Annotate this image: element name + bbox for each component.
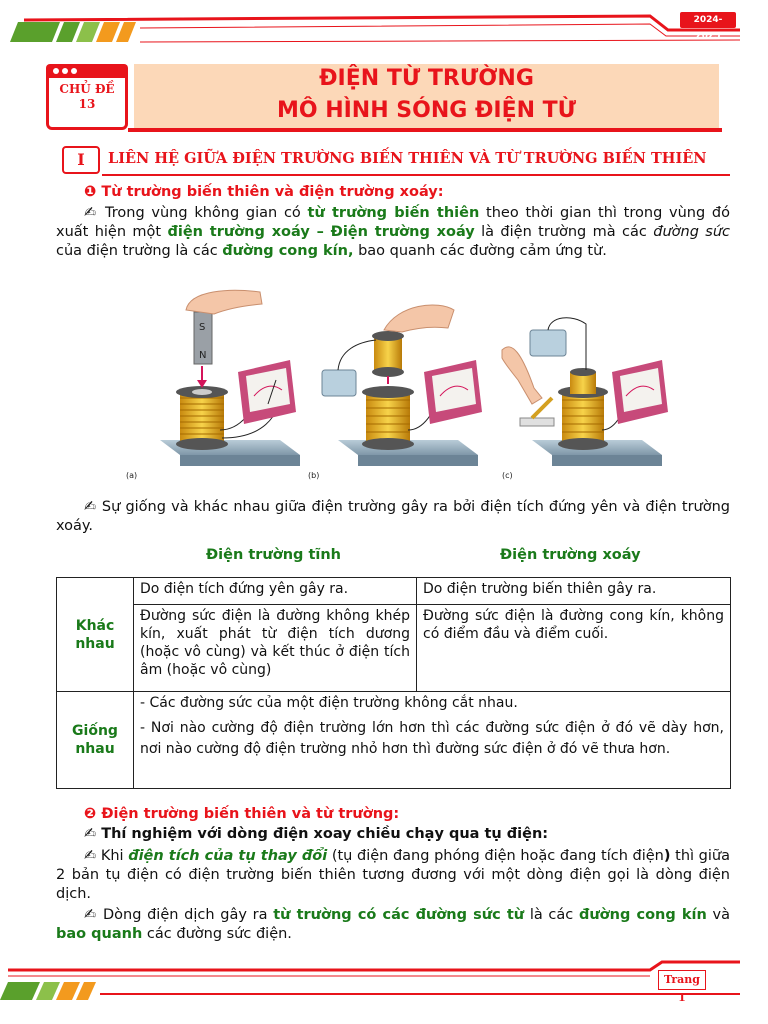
- topic-number: 13: [78, 97, 96, 111]
- table-row: [57, 578, 731, 605]
- text-run: bao quanh các đường cảm ứng từ.: [353, 243, 607, 259]
- page-title-line-1: ĐIỆN TỪ TRƯỜNG: [319, 66, 534, 91]
- figure-label-b: (b): [308, 471, 320, 480]
- part2-paragraph-1: [56, 847, 730, 904]
- similarity-1: - Các đường sức của một điện trường không cắt nhau.: [140, 695, 518, 711]
- topic-label: [46, 82, 128, 112]
- similarity-2: - Nơi nào cường độ điện trường lớn hơn thì các đường sức điện ở đó vẽ dày hơn, nơi nào cường độ điện trường nhỏ hơn thì đường sức điện ở đó vẽ thưa hơn.: [140, 720, 724, 757]
- row-header-differences: Khác nhau: [57, 578, 134, 692]
- highlight-text: bao quanh: [56, 926, 143, 942]
- column-header-vortex: Điện trường xoáy: [500, 547, 641, 563]
- italic-text: đường sức: [653, 224, 730, 240]
- window-dots-icon: [52, 67, 86, 75]
- table-row: [57, 605, 731, 692]
- topic-label-line-1: CHỦ ĐỀ: [59, 82, 115, 96]
- table-cell: Do điện tích đứng yên gây ra.: [134, 578, 417, 605]
- figure-panel-b: [308, 305, 482, 480]
- text-run: theo thời gian thì trong vùng đó xuất hiện một: [56, 205, 730, 240]
- text-run: của điện trường là các: [56, 243, 223, 259]
- highlight-text: từ trường có các đường sức từ: [273, 907, 525, 923]
- comparison-table: [56, 577, 731, 789]
- header-decoration: [0, 0, 768, 60]
- figure-label-a: (a): [126, 471, 138, 480]
- table-row: [57, 692, 731, 789]
- magnet-south-label: S: [199, 322, 206, 333]
- column-header-static: Điện trường tĩnh: [206, 547, 341, 563]
- figure-label-c: (c): [502, 471, 513, 480]
- highlight-text: điện tích của tụ thay đổi: [128, 848, 328, 864]
- part2-heading: ❷ Điện trường biến thiên và từ trường:: [84, 806, 400, 822]
- experiment-title: [84, 826, 548, 842]
- table-cell: Đường sức điện là đường cong kín, không có điểm đầu và điểm cuối.: [417, 605, 731, 692]
- text-run: các đường sức điện.: [142, 926, 292, 942]
- text-run: là điện trường mà các: [474, 224, 654, 240]
- part2-paragraph-2: [56, 906, 730, 944]
- section-underline: [102, 174, 730, 176]
- induction-experiment-figure: [126, 280, 660, 486]
- text-run: thì giữa 2 bản tụ điện có điện trường biến thiên tương đương với một dòng điện gọi là dòng điện dịch.: [56, 848, 730, 902]
- text-run: Trong vùng không gian có: [105, 205, 308, 221]
- text-run: Thí nghiệm với dòng điện xoay chiều chạy qua tụ điện:: [101, 826, 549, 842]
- text-run: ): [663, 848, 671, 864]
- text-run: (tụ điện đang phóng điện hoặc đang tích điện: [327, 848, 664, 864]
- magnet-north-label: N: [199, 350, 207, 361]
- text-run: Khi: [100, 848, 129, 864]
- highlight-text: đường cong kín,: [222, 243, 354, 259]
- pencil-icon: ✍: [84, 499, 102, 515]
- page-title-line-2: MÔ HÌNH SÓNG ĐIỆN TỪ: [276, 98, 577, 123]
- comparison-intro: [56, 498, 730, 536]
- row-header-similarities: Giống nhau: [57, 692, 134, 789]
- table-cell: [134, 692, 731, 789]
- highlight-text: từ trường biến thiên: [307, 205, 480, 221]
- part1-paragraph: [56, 204, 730, 261]
- figure-panel-c: [502, 318, 668, 480]
- text-run: và: [706, 907, 731, 923]
- page-number: Trang 1: [658, 970, 706, 990]
- section-title: LIÊN HỆ GIỮA ĐIỆN TRƯỜNG BIẾN THIÊN VÀ TỪ TRƯỜNG BIẾN THIÊN: [108, 150, 707, 167]
- section-number: I: [62, 146, 100, 174]
- text-run: Dòng điện dịch gây ra: [102, 907, 274, 923]
- figure-panel-a: [126, 290, 300, 480]
- title-underline: [128, 128, 722, 136]
- pencil-icon: ✍: [84, 205, 106, 221]
- text-run: Sự giống và khác nhau giữa điện trường gây ra bởi điện tích đứng yên và điện trường xoáy.: [56, 499, 730, 534]
- footer-decoration: [0, 960, 768, 1010]
- table-cell: Do điện trường biến thiên gây ra.: [417, 578, 731, 605]
- text-run: là các: [524, 907, 579, 923]
- pencil-icon: ✍: [84, 848, 101, 864]
- highlight-text: đường cong kín: [578, 907, 707, 923]
- pencil-icon: ✍: [84, 907, 103, 923]
- part1-heading: ❶ Từ trường biến thiên và điện trường xoáy:: [84, 184, 444, 200]
- school-year-badge: 2024- 2025: [680, 12, 736, 28]
- highlight-text: điện trường xoáy – Điện trường xoáy: [167, 224, 475, 240]
- table-cell: Đường sức điện là đường không khép kín, xuất phát từ điện tích dương (hoặc vô cùng) và kết thúc ở điện tích âm (hoặc vô cùng): [134, 605, 417, 692]
- pencil-icon: ✍: [84, 826, 102, 842]
